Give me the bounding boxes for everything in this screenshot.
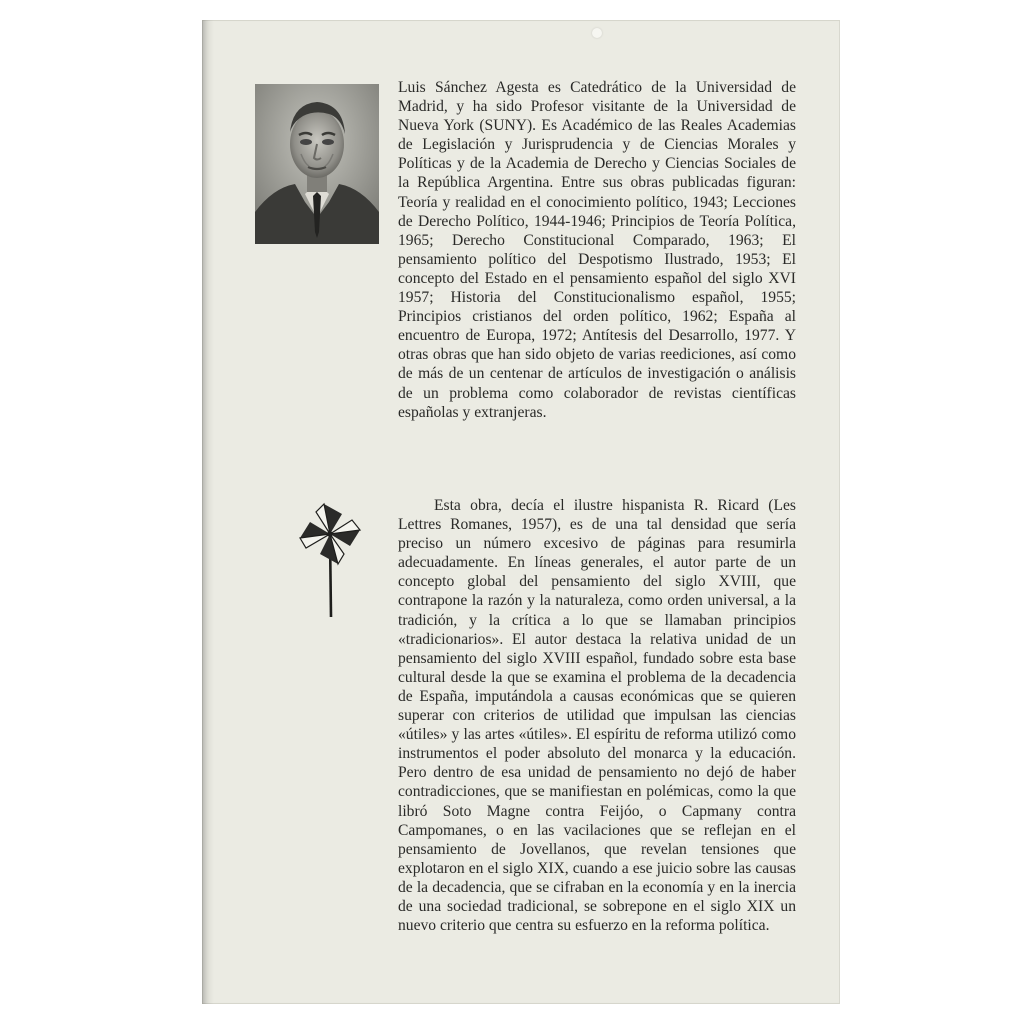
book-description: [398, 496, 796, 935]
top-hole-mark: [592, 28, 602, 38]
book-back-cover: [202, 20, 840, 1004]
spine-shadow: [202, 20, 214, 1004]
author-biography: [398, 78, 796, 422]
description-text: Esta obra, decía el ilustre hispanista R. Ricard (Les Lettres Romanes, 1957), es de una tal densidad que sería preciso un número excesivo de páginas para resumirla adecuadamente. En líneas generales, el autor parte de un concepto global del pensamiento del siglo XVIII, que contrapone la razón y la naturaleza, como orden universal, a la tradición, y la crítica a lo que se llamaban principios «tradicionarios». El autor destaca la relativa unidad de un pensamiento del siglo XVIII español, fundado sobre esta base cultural desde la que se examina el problema de la decadencia de España, imputándola a causas económicas que se quieren superar con criterios de utilidad que impulsan las ciencias «útiles» y las artes «útiles». El espíritu de reforma utilizó como instrumentos el poder absoluto del monarca y la educación. Pero dentro de esa unidad de pensamiento no dejó de haber contradicciones, que se manifiestan en polémicas, como la que libró Soto Magne contra Feijóo, o Capmany contra Campomanes, o en las vacilaciones que se reflejan en el pensamiento de Jovellanos, que revelan tensiones que explotaron en el siglo XIX, cuando a ese juicio sobre las causas de la decadencia, que se cifraban en la economía y en la inercia de una sociedad tradicional, se sobrepone en el siglo XIX un nuevo criterio que centra su esfuerzo en la reforma política.: [398, 497, 796, 935]
biography-text: Luis Sánchez Agesta es Catedrático de la Universidad de Madrid, y ha sido Profesor visitante de la Universidad de Nueva York (SUNY). Es Académico de las Reales Academias de Legislación y Jurisprudencia y de Ciencias Morales y Políticas y de la Academia de Derecho y Ciencias Sociales de la República Argentina. Entre sus obras publicadas figuran: Teoría y realidad en el conocimiento político, 1943; Lecciones de Derecho Político, 1944-1946; Principios de Teoría Política, 1965; Derecho Constitucional Comparado, 1963; El pensamiento político del Despotismo Ilustrado, 1953; El concepto del Estado en el pensamiento español del siglo XVI 1957; Historia del Constitucionalismo español, 1955; Principios cristianos del orden político, 1962; España al encuentro de Europa, 1972; Antítesis del Desarrollo, 1977. Y otras obras que han sido objeto de varias reediciones, así como de más de un centenar de artículos de investigación o análisis de un problema como colaborador de revistas científicas españolas y extranjeras.: [398, 79, 796, 421]
author-portrait-photo: [255, 84, 379, 244]
pinwheel-icon: [294, 498, 364, 618]
portrait-image: [255, 84, 379, 244]
